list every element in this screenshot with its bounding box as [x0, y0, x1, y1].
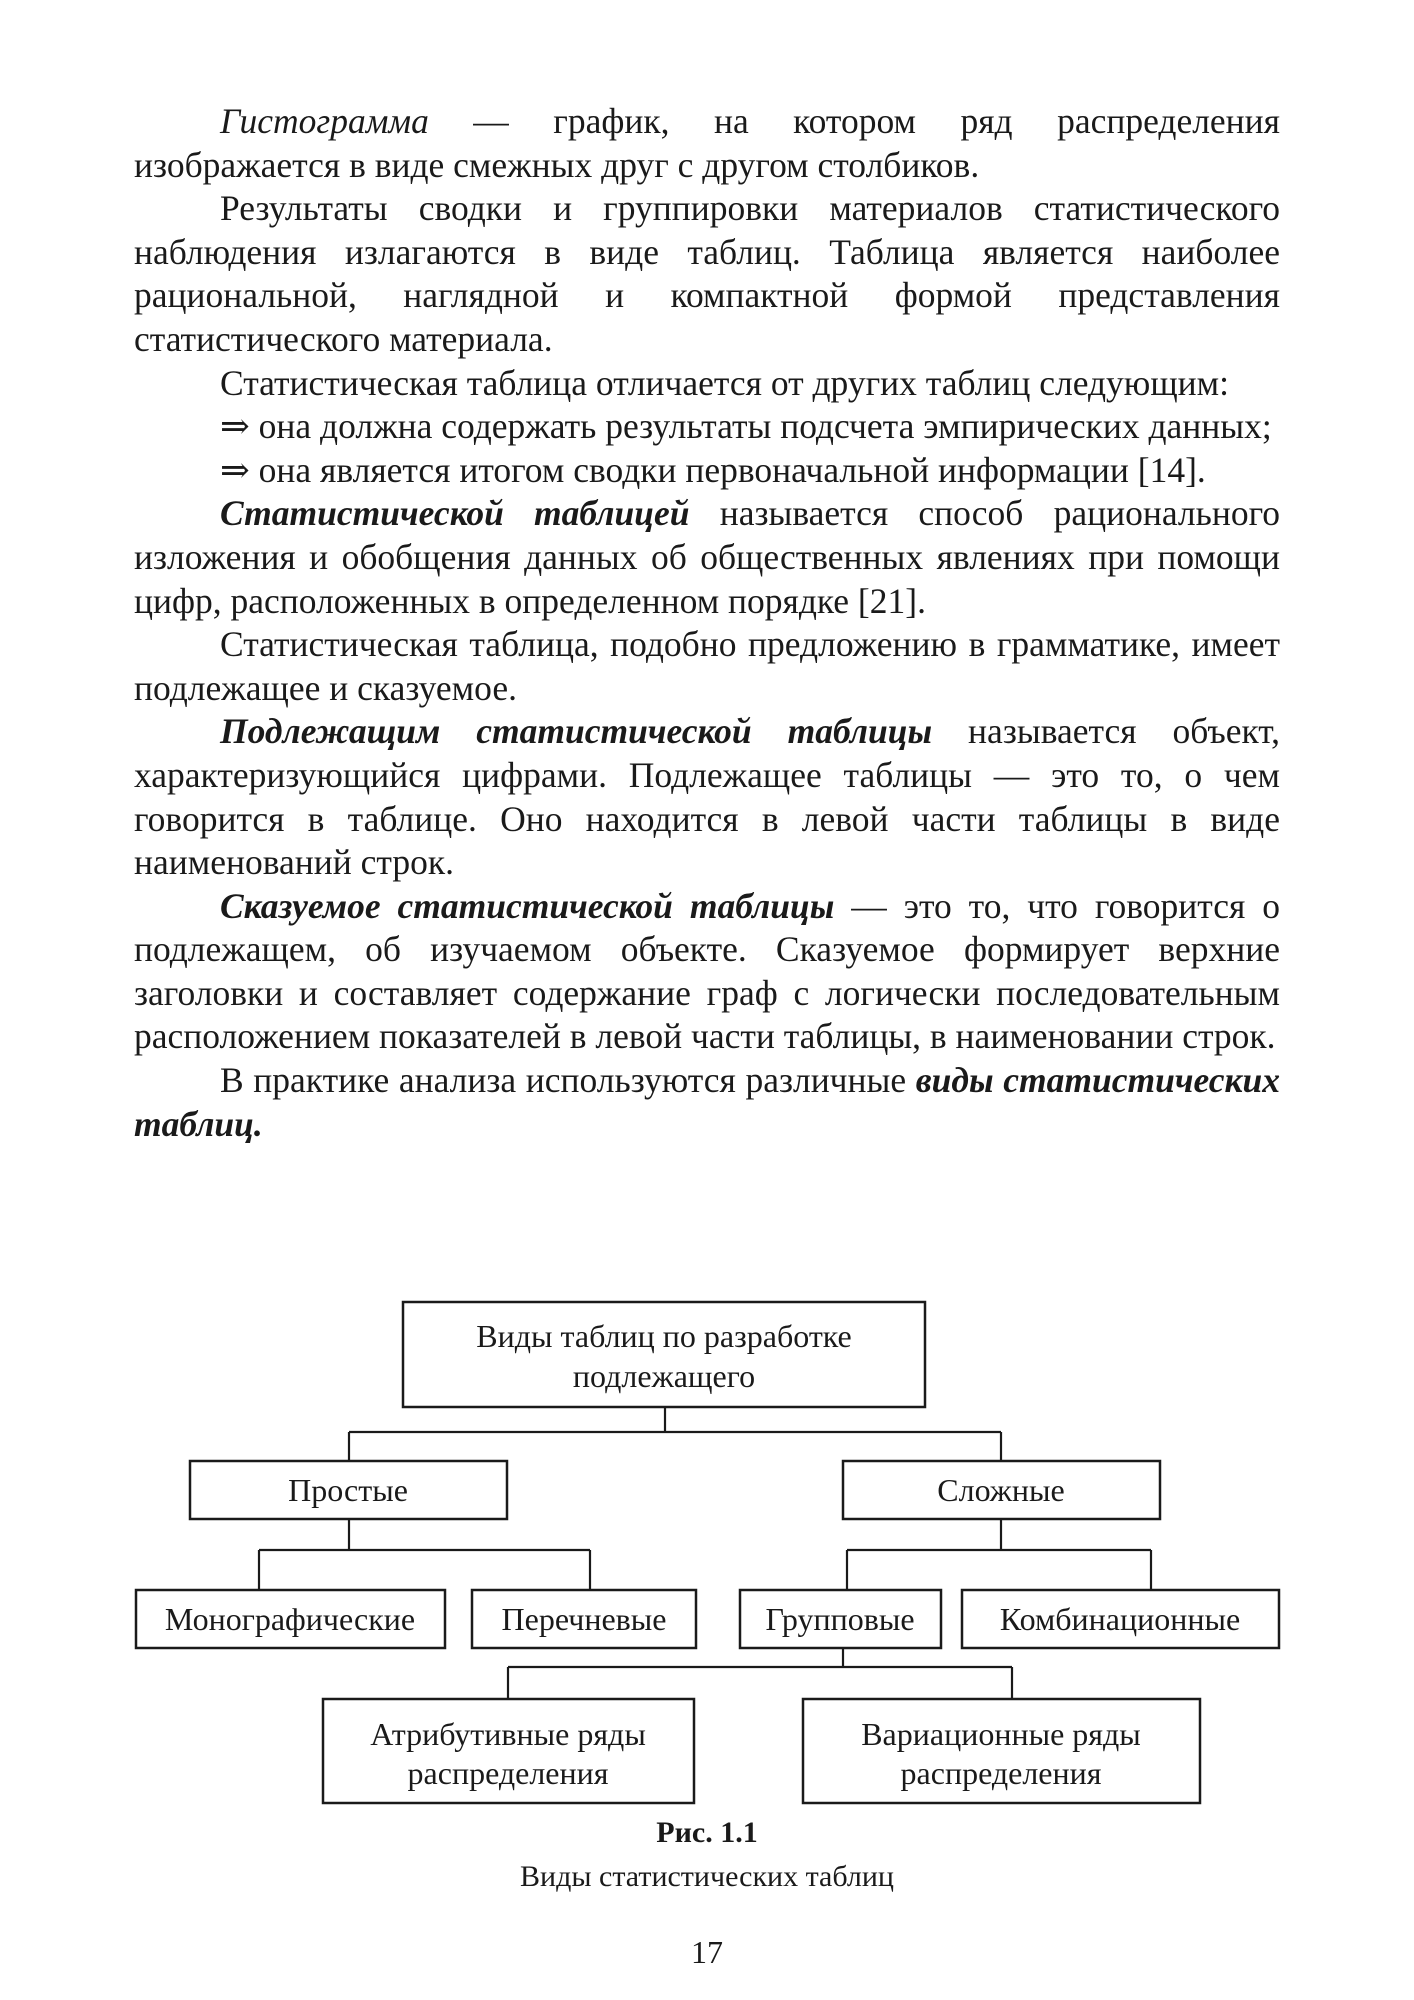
attributive-label-line1: Атрибутивные ряды [370, 1716, 646, 1752]
implies-arrow-icon: ⇒ [220, 406, 250, 447]
page-number: 17 [691, 1934, 723, 1970]
diagram-connectors [259, 1407, 1151, 1699]
paragraph-text: — это то, что говорится о подлежащем, об изучаемом объекте. Сказуемое формирует верхние заголовки и составляет содержание граф с логически последовательным расположением показателей в левой части таблицы, в наименовании строк. [134, 885, 1280, 1057]
paragraph-text: — график, на котором ряд распределения изображается в виде смежных друг с другом столбиков. [134, 101, 1280, 185]
combination-label: Комбинационные [999, 1601, 1241, 1637]
enumerative-label: Перечневые [501, 1601, 667, 1637]
term-subject: Подлежащим статистической таблицы [220, 711, 933, 752]
monographic-label: Монографические [164, 1601, 416, 1637]
bullet-text: она должна содержать результаты подсчета эмпирических данных; [249, 406, 1272, 447]
implies-arrow-icon: ⇒ [220, 449, 250, 490]
paragraph-text: В практике анализа используются различные [220, 1060, 916, 1101]
group-label: Групповые [765, 1601, 915, 1637]
simple-label: Простые [288, 1472, 408, 1508]
paragraph-grammar: Статистическая таблица, подобно предложению в грамматике, имеет подлежащее и сказуемое. [134, 624, 1280, 708]
root-label-line2: подлежащего [572, 1358, 756, 1394]
complex-label: Сложные [937, 1472, 1065, 1508]
attributive-label-line2: распределения [407, 1755, 609, 1791]
paragraph-text: называется способ рационального изложения и обобщения данных об общественных явлениях при помощи цифр, расположенных в определенном порядке [21]. [134, 493, 1280, 621]
variational-label-line2: распределения [900, 1755, 1102, 1791]
root-label-line1: Виды таблиц по разработке [476, 1318, 852, 1354]
paragraph-text: называется объект, характеризующийся цифрами. Подлежащее таблицы — это то, о чем говорится в таблице. Оно находится в левой части таблицы в виде наименований строк. [134, 711, 1281, 883]
figure-number: Рис. 1.1 [656, 1816, 758, 1849]
term-statistical-table: Статистической таблицей [220, 493, 690, 534]
variational-label-line1: Вариационные ряды [861, 1716, 1141, 1752]
term-predicate: Сказуемое статистической таблицы [220, 885, 835, 926]
bullet-text: она является итогом сводки первоначальной информации [14]. [249, 449, 1206, 490]
figure-caption: Виды статистических таблиц [520, 1860, 894, 1893]
term-kinds: виды статистических таблиц. [134, 1060, 1281, 1144]
term-histogram: Гистограмма [220, 101, 429, 141]
paragraph-results: Результаты сводки и группировки материалов статистического наблюдения излагаются в виде таблиц. Таблица является наиболее рациональной, наглядной и компактной формой представления статистического материала. [134, 188, 1280, 359]
paragraph-differs: Статистическая таблица отличается от других таблиц следующим: [220, 362, 1229, 403]
